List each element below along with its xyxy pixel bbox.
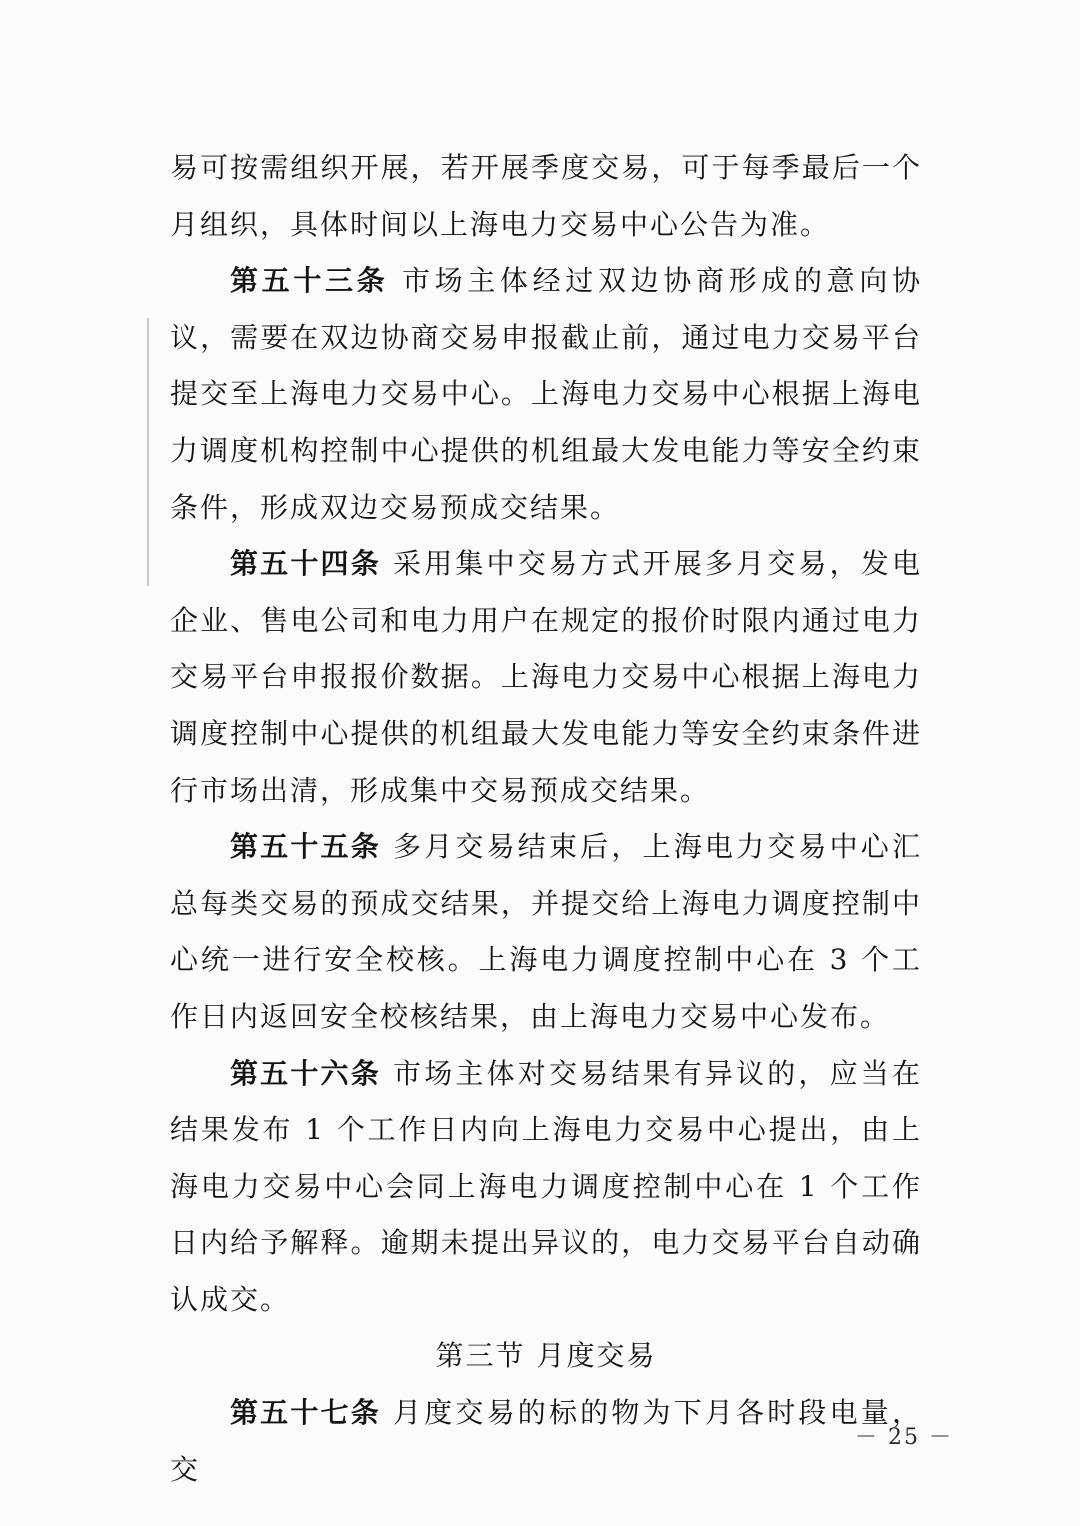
article-number: 第五十六条 bbox=[230, 1056, 381, 1090]
article-number: 第五十五条 bbox=[230, 830, 381, 864]
article-text: 市场主体对交易结果有异议的，应当在结果发布 1 个工作日内向上海电力交易中心提出，由上海电力交易中心会同上海电力调度控制中心在 1 个工作日内给予解释。逾期未提出异议的，电力交易平台自动确认成交。 bbox=[170, 1056, 922, 1316]
article-53 bbox=[170, 253, 922, 536]
article-text: 月度交易的标的物为下月各时段电量，交 bbox=[170, 1396, 922, 1486]
article-text: 采用集中交易方式开展多月交易，发电企业、售电公司和电力用户在规定的报价时限内通过电力交易平台申报报价数据。上海电力交易中心根据上海电力调度控制中心提供的机组最大发电能力等安全约束条件进行市场出清，形成集中交易预成交结果。 bbox=[170, 547, 922, 807]
page-number: － 25 － bbox=[855, 1425, 953, 1450]
article-56 bbox=[170, 1046, 922, 1329]
article-57 bbox=[170, 1385, 922, 1498]
article-text: 市场主体经过双边协商形成的意向协议，需要在双边协商交易申报截止前，通过电力交易平台提交至上海电力交易中心。上海电力交易中心根据上海电力调度机构控制中心提供的机组最大发电能力等安全约束条件，形成双边交易预成交结果。 bbox=[170, 264, 922, 524]
article-number: 第五十四条 bbox=[230, 547, 381, 581]
document-body bbox=[170, 140, 922, 1498]
article-text: 多月交易结束后，上海电力交易中心汇总每类交易的预成交结果，并提交给上海电力调度控制中心统一进行安全校核。上海电力调度控制中心在 3 个工作日内返回安全校核结果，由上海电力交易中心发布。 bbox=[170, 830, 922, 1033]
paragraph-continued bbox=[170, 140, 922, 253]
paragraph-text: 易可按需组织开展，若开展季度交易，可于每季最后一个月组织，具体时间以上海电力交易中心公告为准。 bbox=[170, 151, 922, 241]
article-number: 第五十三条 bbox=[230, 264, 389, 298]
article-55 bbox=[170, 819, 922, 1045]
scan-edge-mark bbox=[147, 318, 149, 586]
section-title: 第三节 月度交易 bbox=[435, 1339, 657, 1373]
article-54 bbox=[170, 536, 922, 819]
article-number: 第五十七条 bbox=[230, 1396, 381, 1430]
